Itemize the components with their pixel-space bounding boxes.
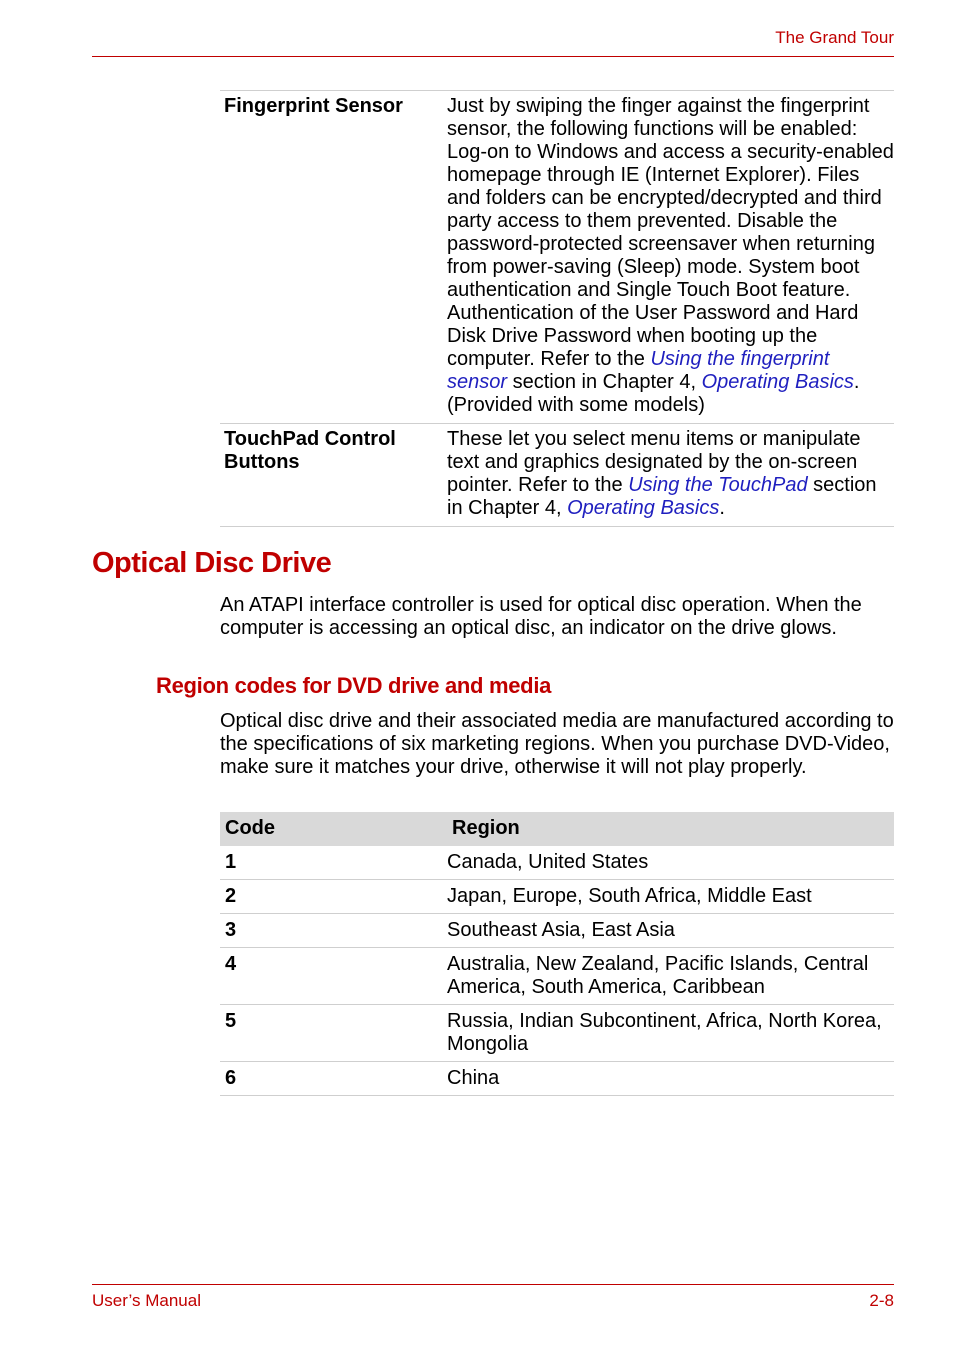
table-row [220,424,894,527]
desc-text: . [719,497,725,519]
table-row [220,880,894,914]
region-name: Australia, New Zealand, Pacific Islands, Central America, South America, Caribbean [447,948,894,1005]
section-heading: Optical Disc Drive [92,547,332,579]
subsection-heading: Region codes for DVD drive and media [156,673,552,698]
region-code: 6 [220,1062,447,1096]
table-row [220,1005,894,1062]
column-header-code: Code [220,812,447,846]
desc-text: section in Chapter 4, [447,474,877,519]
table-header-row [220,812,894,846]
region-code: 3 [220,914,447,948]
table-row [220,91,894,424]
desc-text: Just by swiping the finger against the fingerprint sensor, the following functions will be enabled: Log-on to Windows and access a security-enabled homepage through IE (Internet Explorer). Files and folders can be encrypted/decrypted and third party access to them prevented. Disable the password-protected screensaver when returning from power-saving (Sleep) mode. System boot authentication and Single Touch Boot feature. Authentication of the User Password and Hard Disk Drive Password when booting up the computer. Refer to the [447,95,894,370]
desc-text: . (Provided with some models) [447,371,860,416]
feature-description [447,91,894,424]
feature-table [220,90,894,527]
feature-term: TouchPad Control Buttons [220,424,447,527]
page-number: 2-8 [869,1291,894,1310]
column-header-region: Region [447,812,894,846]
footer-manual-title: User’s Manual [92,1291,201,1310]
region-name: Russia, Indian Subcontinent, Africa, North Korea, Mongolia [447,1005,894,1062]
region-name: Japan, Europe, South Africa, Middle East [447,880,894,914]
region-name: China [447,1062,894,1096]
region-code: 4 [220,948,447,1005]
region-code: 2 [220,880,447,914]
link-operating-basics[interactable]: Operating Basics [701,371,854,393]
region-code-table [220,812,894,1096]
feature-description [447,424,894,527]
link-operating-basics[interactable]: Operating Basics [567,497,720,519]
section-intro: An ATAPI interface controller is used for optical disc operation. When the computer is accessing an optical disc, an indicator on the drive glows. [220,594,862,639]
table-row [220,846,894,880]
link-using-fingerprint-sensor[interactable]: Using the fingerprint sensor [447,348,830,393]
region-name: Southeast Asia, East Asia [447,914,894,948]
footer-rule [92,1284,894,1285]
table-row [220,1062,894,1096]
desc-text: section in Chapter 4, [507,371,702,393]
link-using-touchpad[interactable]: Using the TouchPad [628,474,808,496]
table-row [220,914,894,948]
subsection-body: Optical disc drive and their associated media are manufactured according to the specifications of six marketing regions. When you purchase DVD-Video, make sure it matches your drive, otherwise it will not play properly. [220,710,894,778]
desc-text: These let you select menu items or manipulate text and graphics designated by the on-screen pointer. Refer to the [447,428,861,496]
region-name: Canada, United States [447,846,894,880]
table-row [220,948,894,1005]
header-rule [92,56,894,57]
region-code: 1 [220,846,447,880]
region-code: 5 [220,1005,447,1062]
running-header: The Grand Tour [775,28,894,47]
feature-term: Fingerprint Sensor [220,91,447,424]
